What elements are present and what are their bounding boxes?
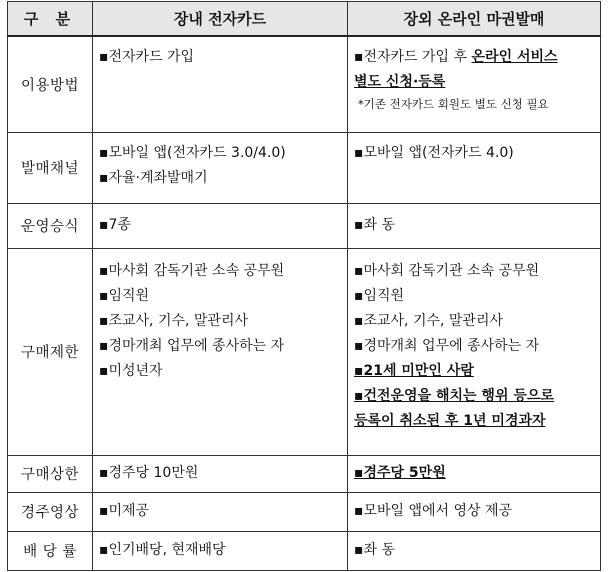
online-odds-cell (348, 531, 601, 570)
list-item: ▪마사회 감독기관 소속 공무원 (99, 262, 285, 279)
list-item: ▪임직원 (99, 287, 150, 304)
list-item: ▪모바일 앱에서 영상 제공 (354, 503, 513, 519)
table-row (8, 203, 601, 248)
onsite-channel-cell (93, 132, 348, 203)
list-item: ▪경마개최 업무에 종사하는 자 (99, 337, 285, 354)
onsite-odds-cell (93, 531, 348, 570)
list-item: ▪전자카드 가입 (99, 49, 195, 65)
emphasis-text: 별도 신청·등록 (354, 74, 446, 90)
comparison-table-container (7, 1, 600, 571)
emphasis-text: 온라인 서비스 (471, 49, 558, 65)
row-label-odds: 배 당 률 (8, 531, 93, 570)
list-item: ▪마사회 감독기관 소속 공무원 (354, 262, 540, 279)
list-item: ▪미성년자 (99, 362, 163, 379)
online-restrictions-cell (348, 248, 601, 455)
row-label-bet-types: 운영승식 (8, 203, 93, 248)
list-item: ▪좌 동 (354, 542, 395, 558)
list-item: ▪조교사, 기수, 말관리사 (354, 312, 504, 329)
comparison-table (7, 1, 601, 571)
onsite-bet-types-cell (93, 203, 348, 248)
list-item: ▪경주당 5만원 (354, 465, 446, 481)
list-item: ▪인기배당, 현재배당 (99, 542, 226, 558)
row-label-restrictions: 구매제한 (8, 248, 93, 455)
row-label-race-video: 경주영상 (8, 492, 93, 531)
list-item: ▪미제공 (99, 503, 150, 519)
list-item: 등록이 취소된 후 1년 미경과자 (354, 412, 546, 429)
list-item: ▪조교사, 기수, 말관리사 (99, 312, 249, 329)
onsite-purchase-limit-cell (93, 455, 348, 492)
footnote: *기존 전자카드 회원도 별도 신청 필요 (358, 97, 549, 111)
onsite-restrictions-cell (93, 248, 348, 455)
row-label-channel: 발매채널 (8, 132, 93, 203)
table-row (8, 36, 601, 132)
online-channel-cell (348, 132, 601, 203)
table-row (8, 132, 601, 203)
row-label-usage: 이용방법 (8, 36, 93, 132)
online-bet-types-cell (348, 203, 601, 248)
header-row (8, 2, 601, 37)
list-item: ▪경주당 10만원 (99, 465, 199, 481)
table-row (8, 455, 601, 492)
onsite-race-video-cell (93, 492, 348, 531)
online-race-video-cell (348, 492, 601, 531)
list-item: ▪전자카드 가입 후 온라인 서비스 (354, 49, 558, 65)
list-item: ▪임직원 (354, 287, 405, 304)
table-row (8, 492, 601, 531)
list-item: ▪자율·계좌발매기 (99, 169, 208, 186)
list-item: ▪모바일 앱(전자카드 3.0/4.0) (99, 144, 286, 161)
row-label-purchase-limit: 구매상한 (8, 455, 93, 492)
list-item: ▪경마개최 업무에 종사하는 자 (354, 337, 540, 354)
online-purchase-limit-cell (348, 455, 601, 492)
list-item (354, 70, 594, 95)
table-row (8, 531, 601, 570)
list-item: ▪7종 (99, 217, 131, 233)
list-item: ▪21세 미만인 사람 (354, 362, 474, 379)
list-item: ▪모바일 앱(전자카드 4.0) (354, 144, 514, 161)
online-usage-cell (348, 36, 601, 132)
header-online: 장외 온라인 마권발매 (348, 2, 601, 37)
list-item: ▪건전운영을 해치는 행위 등으로 (354, 387, 554, 404)
list-item: ▪좌 동 (354, 217, 395, 233)
header-onsite: 장내 전자카드 (93, 2, 348, 37)
header-category: 구 분 (8, 2, 93, 37)
onsite-usage-cell (93, 36, 348, 132)
table-row (8, 248, 601, 455)
